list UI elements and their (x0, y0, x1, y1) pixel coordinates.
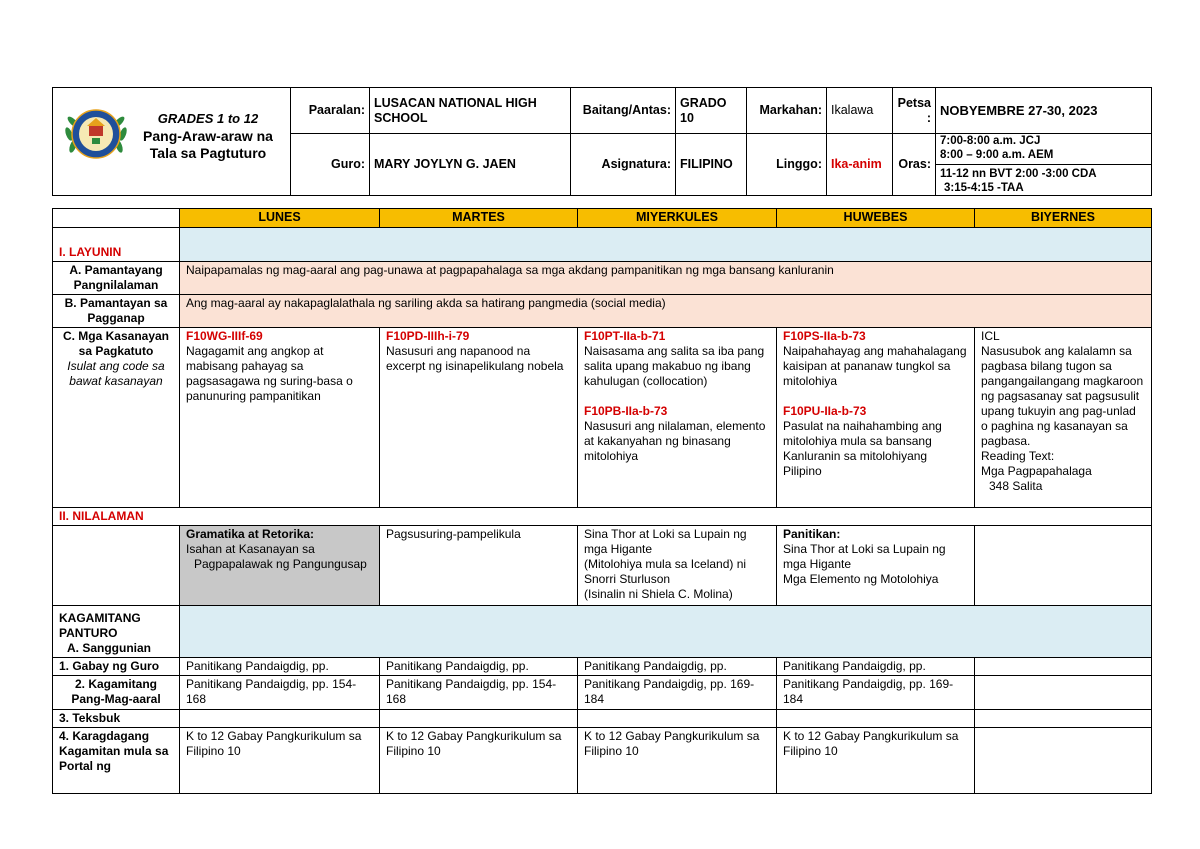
karagdagang-label: 4. Karagdagang Kagamitan mula sa Portal ng (53, 728, 180, 794)
kasanayan-note: Isulat ang code sa bawat kasanayan (67, 359, 165, 388)
day-header-miyerkules: MIYERKULES (578, 209, 777, 228)
martes-kasanayan-text: Nasusuri ang napanood na excerpt ng isinapelikulang nobela (386, 344, 564, 373)
layunin-title: I. LAYUNIN (59, 245, 122, 259)
biyernes-line-4: Mga Pagpapahalaga (981, 464, 1092, 478)
grades-label: GRADES 1 to 12 (157, 111, 259, 126)
pagganap-label: B. Pamantayan sa Pagganap (53, 295, 180, 328)
kagamitan-label-cell (53, 606, 180, 658)
karagdagang-miyerkules: K to 12 Gabay Pangkurikulum sa Filipino 10 (578, 728, 777, 794)
nilalaman-martes: Pagsusuring-pampelikula (380, 526, 578, 606)
miyerkules-kasanayan-text-1: Naisasama ang salita sa iba pang salita upang makabuo ng ibang kahulugan (collocation) (584, 344, 765, 388)
header-title-cell (53, 88, 291, 196)
lunes-code: F10WG-IIIf-69 (186, 329, 263, 343)
nilalaman-miyerkules-line-1: Sina Thor at Loki sa Lupain ng mga Higante (584, 527, 747, 556)
nilalaman-miyerkules (578, 526, 777, 606)
huwebes-kasanayan-text-2: Pasulat na naihahambing ang mitolohiya mula sa bansang Kanluranin sa mitolohiyang Pilipino (783, 419, 942, 478)
asignatura-value: FILIPINO (676, 134, 747, 196)
nilalaman-biyernes (975, 526, 1152, 606)
nilalaman-miyerkules-line-2: (Mitolohiya mula sa Iceland) ni Snorri Sturluson (584, 557, 747, 586)
martes-code: F10PD-IIIh-i-79 (386, 329, 470, 343)
pagganap-value: Ang mag-aaral ay nakapaglalathala ng sariling akda sa hatirang pangmedia (social media) (180, 295, 1152, 328)
kasanayan-biyernes (975, 328, 1152, 508)
karagdagang-lunes: K to 12 Gabay Pangkurikulum sa Filipino 10 (180, 728, 380, 794)
biyernes-line-3: Reading Text: (981, 449, 1055, 463)
oras-line-2: 8:00 – 9:00 a.m. AEM (940, 149, 1054, 161)
asignatura-label: Asignatura: (571, 134, 676, 196)
markahan-label: Markahan: (747, 88, 827, 134)
kagamitan-title: KAGAMITANG PANTURO (59, 611, 141, 640)
layunin-section-title (53, 228, 180, 262)
nilalaman-label-cell (53, 526, 180, 606)
kagamitan-lunes: Panitikang Pandaigdig, pp. 154-168 (180, 676, 380, 710)
title-line-1: Pang-Araw-araw na (143, 128, 273, 144)
gabay-huwebes: Panitikang Pandaigdig, pp. (777, 658, 975, 676)
karagdagang-huwebes: K to 12 Gabay Pangkurikulum sa Filipino 10 (777, 728, 975, 794)
nilalaman-miyerkules-line-3: (Isinalin ni Shiela C. Molina) (584, 587, 733, 601)
oras-value (936, 134, 1152, 196)
kasanayan-lunes (180, 328, 380, 508)
miyerkules-code-1: F10PT-IIa-b-71 (584, 329, 666, 343)
linggo-value: Ika-anim (827, 134, 893, 196)
biyernes-line-5: 348 Salita (989, 479, 1043, 493)
paaralan-label: Paaralan: (291, 88, 370, 134)
kasanayan-label: C. Mga Kasanayan sa Pagkatuto (62, 329, 170, 358)
day-header-huwebes: HUWEBES (777, 209, 975, 228)
school-seal-logo-icon (61, 104, 131, 164)
teksbuk-biyernes (975, 710, 1152, 728)
kagamitan-band (180, 606, 1152, 658)
nilalaman-section-title (53, 508, 1152, 526)
huwebes-kasanayan-text-1: Naipahahayag ang mahahalagang kaisipan at pananaw tungkol sa mitolohiya (783, 344, 967, 388)
nilalaman-huwebes-line-2: Mga Elemento ng Motolohiya (783, 572, 939, 586)
lunes-kasanayan-text: Nagagamit ang angkop at mabisang pahayag sa pagsasagawa ng suring-basa o panunuring pampanitikan (186, 344, 353, 403)
paaralan-value: LUSACAN NATIONAL HIGH SCHOOL (370, 88, 571, 134)
oras-line-1: 7:00-8:00 a.m. JCJ (940, 135, 1041, 147)
kagamitan-martes: Panitikang Pandaigdig, pp. 154-168 (380, 676, 578, 710)
kagamitan-mag-aaral-label: 2. Kagamitang Pang-Mag-aaral (53, 676, 180, 710)
nilalaman-lunes-line-2: Pagpapalawak ng Pangungusap (194, 557, 367, 571)
baitang-label: Baitang/Antas: (571, 88, 676, 134)
teksbuk-lunes (180, 710, 380, 728)
petsa-label: Petsa : (893, 88, 936, 134)
kasanayan-label-cell (53, 328, 180, 508)
layunin-band (180, 228, 1152, 262)
oras-line-4: 3:15-4:15 -TAA (944, 182, 1024, 194)
gabay-miyerkules: Panitikang Pandaigdig, pp. (578, 658, 777, 676)
nilalaman-lunes-head: Gramatika at Retorika: (186, 527, 315, 541)
guro-label: Guro: (291, 134, 370, 196)
nilalaman-lunes (180, 526, 380, 606)
pamantayang-value: Naipapamalas ng mag-aaral ang pag-unawa at pagpapahalaga sa mga akdang pampanitikan ng mga bansang kanluranin (180, 262, 1152, 295)
kagamitan-huwebes: Panitikang Pandaigdig, pp. 169-184 (777, 676, 975, 710)
linggo-label: Linggo: (747, 134, 827, 196)
karagdagang-biyernes (975, 728, 1152, 794)
miyerkules-kasanayan-text-2: Nasusuri ang nilalaman, elemento at kakanyahan ng binasang mitolohiya (584, 419, 766, 463)
gabay-lunes: Panitikang Pandaigdig, pp. (180, 658, 380, 676)
karagdagang-martes: K to 12 Gabay Pangkurikulum sa Filipino 10 (380, 728, 578, 794)
nilalaman-huwebes (777, 526, 975, 606)
kagamitan-miyerkules: Panitikang Pandaigdig, pp. 169-184 (578, 676, 777, 710)
teksbuk-label: 3. Teksbuk (53, 710, 180, 728)
teksbuk-martes (380, 710, 578, 728)
nilalaman-title: II. NILALAMAN (59, 509, 144, 523)
kasanayan-martes (380, 328, 578, 508)
kagamitan-biyernes (975, 676, 1152, 710)
markahan-value: Ikalawa (827, 88, 893, 134)
miyerkules-code-2: F10PB-IIa-b-73 (584, 404, 668, 418)
biyernes-line-1: ICL (981, 329, 1000, 343)
oras-label: Oras: (893, 134, 936, 196)
guro-value: MARY JOYLYN G. JAEN (370, 134, 571, 196)
pamantayang-label: A. Pamantayang Pangnilalaman (53, 262, 180, 295)
huwebes-code-1: F10PS-IIa-b-73 (783, 329, 866, 343)
title-line-2: Tala sa Pagtuturo (149, 145, 267, 161)
teksbuk-huwebes (777, 710, 975, 728)
day-header-martes: MARTES (380, 209, 578, 228)
gabay-biyernes (975, 658, 1152, 676)
gabay-martes: Panitikang Pandaigdig, pp. (380, 658, 578, 676)
nilalaman-huwebes-head: Panitikan: (783, 527, 841, 541)
huwebes-code-2: F10PU-IIa-b-73 (783, 404, 867, 418)
day-header-biyernes: BIYERNES (975, 209, 1152, 228)
petsa-value: NOBYEMBRE 27-30, 2023 (936, 88, 1152, 134)
oras-line-3: 11-12 nn BVT 2:00 -3:00 CDA (936, 164, 1151, 181)
kasanayan-huwebes (777, 328, 975, 508)
nilalaman-lunes-line-1: Isahan at Kasanayan sa (186, 542, 315, 556)
lesson-plan-table (52, 208, 1152, 794)
header-table (52, 87, 1152, 196)
sanggunian-label: A. Sanggunian (67, 641, 151, 655)
kasanayan-miyerkules (578, 328, 777, 508)
teksbuk-miyerkules (578, 710, 777, 728)
baitang-value: GRADO 10 (676, 88, 747, 134)
day-header-lunes: LUNES (180, 209, 380, 228)
corner-cell (53, 209, 180, 228)
gabay-label: 1. Gabay ng Guro (53, 658, 180, 676)
biyernes-line-2: Nasusubok ang kalalamn sa pagbasa bilang tugon sa pangangailangang magkaroon ng pagsasanay sat pagsusulit upang tukuyin ang pag-unlad o paghina ng kasanayan sa pagbasa. (981, 344, 1144, 448)
nilalaman-huwebes-line-1: Sina Thor at Loki sa Lupain ng mga Higante (783, 542, 946, 571)
